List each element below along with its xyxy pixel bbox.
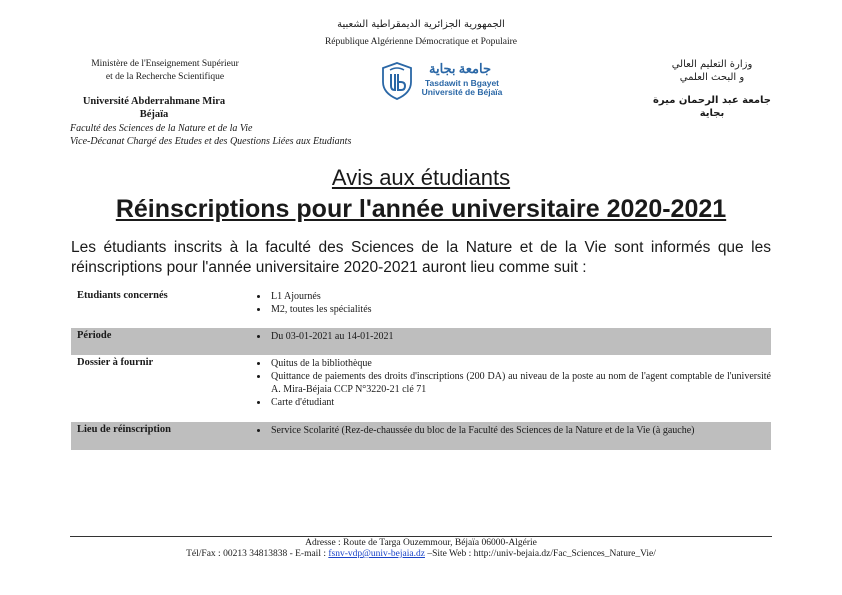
ministry-line-1: Ministère de l'Enseignement Supérieur bbox=[91, 59, 239, 69]
footer-phone: Tél/Fax : 00213 34813838 - E-mail : bbox=[186, 549, 329, 559]
logo-french-name: Université de Béjaïa bbox=[421, 87, 503, 97]
university-ar-line-2: بجاية bbox=[699, 108, 725, 119]
ministry-arabic bbox=[652, 58, 772, 84]
logo-kabyle-name: Tasdawit n Bgayet bbox=[425, 78, 499, 88]
university-french bbox=[70, 95, 238, 121]
notice-intro: Les étudiants inscrits à la faculté des Sciences de la Nature et de la Vie sont informés que les réinscriptions pour l'année universitaire 2020-2021 auront lieu comme suit : bbox=[71, 239, 771, 276]
faculty-block bbox=[70, 122, 351, 148]
university-line-2: Béjaïa bbox=[139, 109, 169, 120]
ministry-line-2: et de la Recherche Scientifique bbox=[105, 72, 225, 82]
list-item: • Quitus de la bibliothèque bbox=[269, 357, 771, 370]
list-item: • Du 03-01-2021 au 14-01-2021 bbox=[269, 330, 771, 343]
list-item: • Service Scolarité (Rez-de-chaussée du bloc de la Faculté des Sciences de la Nature et de la Vie (à gauche) bbox=[269, 424, 771, 437]
row-content bbox=[251, 288, 771, 328]
university-logo bbox=[380, 61, 504, 101]
table-row-location bbox=[71, 422, 771, 450]
list-item: • L1 Ajournés bbox=[269, 290, 771, 303]
ministry-ar-line-1: وزارة التعليم العالي bbox=[671, 59, 753, 70]
table-row-documents bbox=[71, 355, 771, 422]
list-item: • M2, toutes les spécialités bbox=[269, 303, 771, 316]
row-content bbox=[251, 328, 771, 355]
university-emblem-icon bbox=[380, 62, 414, 100]
list-item: • Quittance de paiements des droits d'inscriptions (200 DA) au niveau de la poste au nom de l'agent comptable de l'université A. Mira-Béjaia CCP N°3220-21 clé 71 bbox=[269, 370, 771, 396]
ministry-french bbox=[70, 58, 260, 84]
row-content bbox=[251, 355, 771, 422]
notice-title: Avis aux étudiants bbox=[331, 165, 511, 190]
ministry-ar-line-2: و البحث العلمي bbox=[679, 72, 745, 83]
university-ar-line-1: جامعة عبد الرحمان ميرة bbox=[653, 95, 771, 106]
row-label: Dossier à fournir bbox=[77, 357, 154, 368]
vice-deanery-name: Vice-Décanat Chargé des Etudes et des Questions Liées aux Etudiants bbox=[70, 136, 352, 147]
table-row-students bbox=[71, 288, 771, 328]
faculty-name: Faculté des Sciences de la Nature et de la Vie bbox=[70, 123, 253, 134]
reinscription-table bbox=[71, 288, 771, 450]
notice-subtitle: Réinscriptions pour l'année universitaire 2020-2021 bbox=[115, 195, 727, 223]
footer-contact bbox=[0, 549, 842, 559]
university-line-1: Université Abderrahmane Mira bbox=[82, 96, 226, 107]
university-arabic bbox=[652, 94, 772, 120]
row-label: Période bbox=[77, 330, 112, 341]
row-content bbox=[251, 422, 771, 450]
table-row-period bbox=[71, 328, 771, 355]
row-label: Lieu de réinscription bbox=[77, 424, 171, 435]
list-item: • Carte d'étudiant bbox=[269, 396, 771, 409]
footer-email-link[interactable]: fsnv-vdp@univ-bejaia.dz bbox=[328, 549, 425, 559]
footer-divider bbox=[70, 536, 772, 537]
footer-address: Adresse : Route de Targa Ouzemmour, Béjaïa 06000-Algérie bbox=[305, 538, 537, 548]
row-label: Etudiants concernés bbox=[77, 290, 168, 301]
logo-arabic-name: جامعة بجاية bbox=[428, 61, 491, 76]
footer-website: –Site Web : http://univ-bejaia.dz/Fac_Sciences_Nature_Vie/ bbox=[424, 549, 656, 559]
republic-arabic: الجمهورية الجزائرية الديمقراطية الشعبية bbox=[337, 19, 505, 30]
republic-french: République Algérienne Démocratique et Populaire bbox=[324, 37, 518, 47]
